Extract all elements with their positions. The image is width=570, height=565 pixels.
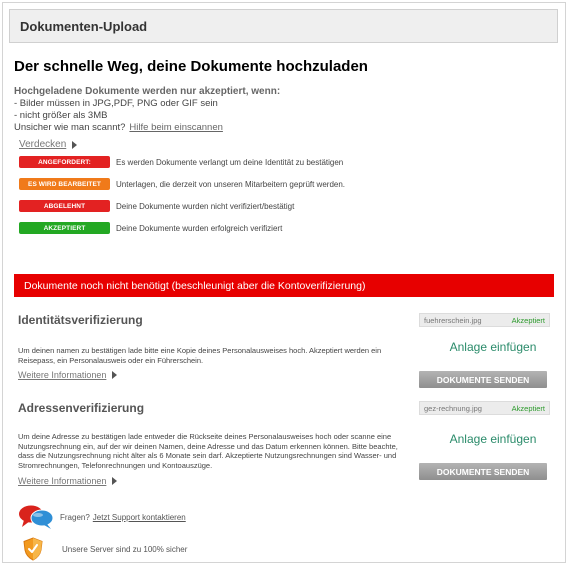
rules-heading: Hochgeladene Dokumente werden nur akzeptiert, wenn:	[14, 86, 281, 97]
panel-header	[9, 9, 558, 43]
identity-section-title: Identitätsverifizierung	[18, 313, 143, 327]
toggle-label: Verdecken	[19, 139, 67, 150]
legend-row-processing	[19, 178, 345, 190]
address-section-text: Um deine Adresse zu bestätigen lade entweder die Rückseite deines Personalausweises hoch oder scanne eine Nutzungsrechnung ein, auf der wir deinen Namen, deine Adresse und das Datum erkennen können. Bitte beachte, dass die Nutzungsrechnung nicht älter als 6 Monate sein darf. Akzeptierte Nutzungsrechnungen sind Wasser- und Stromrechnungen, Telefonrechnungen und Kontoauszüge.	[18, 432, 398, 470]
support-row	[18, 504, 186, 530]
arrow-right-icon	[112, 477, 117, 485]
address-section-title: Adressenverifizierung	[18, 401, 145, 415]
rule-item: - Bilder müssen in JPG,PDF, PNG oder GIF sein	[14, 98, 218, 109]
identity-section-text: Um deinen namen zu bestätigen lade bitte eine Kopie deines Personalausweises hoch. Akzeptiert werden ein Reisepass, ein Personalausweis oder ein Führerschein.	[18, 346, 382, 365]
address-send-button[interactable]: DOKUMENTE SENDEN	[419, 463, 547, 480]
shield-icon	[22, 537, 44, 561]
rule-item: - nicht größer als 3MB	[14, 110, 108, 121]
legend-row-requested	[19, 156, 343, 168]
status-badge-processing: ES WIRD BEARBEITET	[19, 178, 110, 190]
more-info-label: Weitere Informationen	[18, 370, 107, 380]
file-name: fuehrerschein.jpg	[424, 315, 482, 325]
address-attach-link[interactable]: Anlage einfügen	[449, 432, 537, 446]
scan-help-link[interactable]: Hilfe beim einscannen	[129, 122, 223, 133]
more-info-label: Weitere Informationen	[18, 476, 107, 486]
identity-file-box	[419, 313, 550, 327]
chat-bubbles-icon	[18, 504, 54, 530]
notice-bar: Dokumente noch nicht benötigt (beschleunigt aber die Kontoverifizierung)	[14, 274, 554, 297]
file-name: gez-rechnung.jpg	[424, 403, 482, 413]
legend-row-accepted	[19, 222, 282, 234]
legend-text: Es werden Dokumente verlangt um deine Identität zu bestätigen	[116, 157, 344, 167]
scan-question: Unsicher wie man scannt?	[14, 122, 126, 133]
legend-row-rejected	[19, 200, 294, 212]
page-title: Der schnelle Weg, deine Dokumente hochzuladen	[14, 58, 368, 75]
identity-more-info-link[interactable]	[18, 370, 117, 380]
status-badge-accepted: AKZEPTIERT	[19, 222, 110, 234]
file-status: Akzeptiert	[511, 315, 545, 325]
support-contact-link[interactable]: Jetzt Support kontaktieren	[92, 512, 186, 522]
scan-help-line	[14, 122, 280, 134]
security-text: Unsere Server sind zu 100% sicher	[62, 544, 188, 554]
identity-attach-link[interactable]: Anlage einfügen	[449, 340, 537, 354]
upload-rules	[14, 86, 280, 134]
address-more-info-link[interactable]	[18, 476, 117, 486]
arrow-right-icon	[112, 371, 117, 379]
legend-text: Unterlagen, die derzeit von unseren Mitarbeitern geprüft werden.	[116, 179, 346, 189]
file-status: Akzeptiert	[511, 403, 545, 413]
legend-text: Deine Dokumente wurden nicht verifiziert/bestätigt	[116, 201, 295, 211]
identity-send-button[interactable]: DOKUMENTE SENDEN	[419, 371, 547, 388]
support-question: Fragen?	[60, 512, 90, 522]
arrow-right-icon	[72, 141, 77, 149]
security-row	[18, 537, 187, 561]
hide-legend-toggle[interactable]	[19, 139, 77, 150]
status-badge-rejected: ABGELEHNT	[19, 200, 110, 212]
status-badge-requested: ANGEFORDERT:	[19, 156, 110, 168]
panel-title: Dokumenten-Upload	[20, 19, 148, 34]
address-file-box	[419, 401, 550, 415]
legend-text: Deine Dokumente wurden erfolgreich verifiziert	[116, 223, 283, 233]
